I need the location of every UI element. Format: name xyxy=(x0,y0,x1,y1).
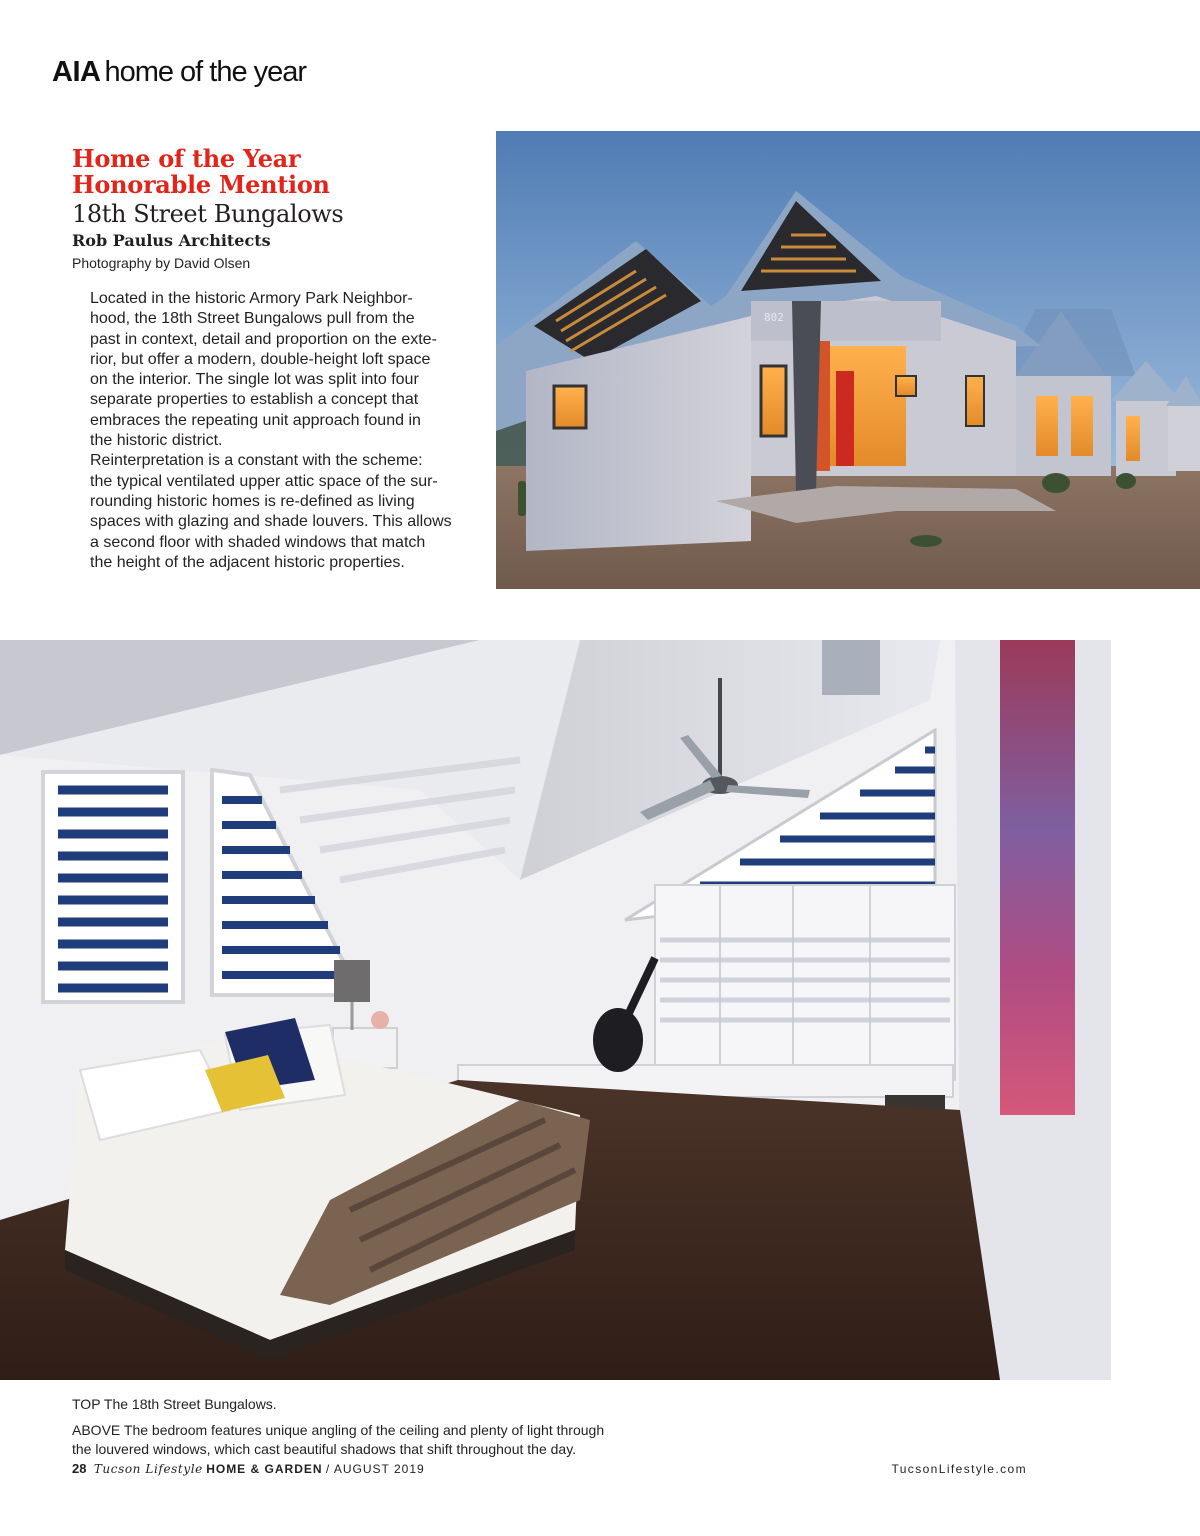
body-line: rounding historic homes is re-defined as living xyxy=(90,492,415,510)
body-line: the historic district. xyxy=(90,432,223,450)
caption-above-text-line: The bedroom features unique angling of the ceiling and plenty of light through xyxy=(123,1422,605,1438)
issue-date: / AUGUST 2019 xyxy=(325,1462,425,1476)
body-line: separate properties to establish a concept that xyxy=(90,391,419,409)
body-line: Located in the historic Armory Park Neighbor- xyxy=(90,290,413,307)
caption-above-text-line: the louvered windows, which cast beautiful shadows that shift throughout the day. xyxy=(72,1441,577,1457)
body-line: hood, the 18th Street Bungalows pull from the xyxy=(90,310,415,328)
paragraph-1 xyxy=(72,289,472,451)
caption-above-label: ABOVE xyxy=(72,1422,121,1438)
paragraph-2 xyxy=(72,451,472,573)
body-line: Reinterpretation is a constant with the scheme: xyxy=(90,452,423,470)
folio xyxy=(72,1461,425,1476)
website-link[interactable]: TucsonLifestyle.com xyxy=(891,1462,1027,1476)
body-line: embraces the repeating unit approach found in xyxy=(90,411,421,429)
caption-top xyxy=(72,1395,692,1414)
magazine-section: HOME & GARDEN xyxy=(206,1462,323,1476)
award-line: Honorable Mention xyxy=(72,170,330,199)
photo-credit: Photography by David Olsen xyxy=(72,255,251,271)
body-line: a second floor with shaded windows that match xyxy=(90,533,426,551)
article-body xyxy=(72,289,472,573)
wall-artwork xyxy=(1000,640,1075,1115)
caption-top-text: The 18th Street Bungalows. xyxy=(103,1396,277,1412)
section-header xyxy=(52,56,306,96)
project-title: 18th Street Bungalows xyxy=(72,200,344,228)
bedroom-photo xyxy=(0,640,1111,1380)
page-footer xyxy=(72,1461,1032,1483)
body-line: the typical ventilated upper attic space of the sur- xyxy=(90,472,438,490)
bungalow-exterior-photo xyxy=(496,131,1200,589)
section-brand: AIA xyxy=(52,56,101,88)
body-line: on the interior. The single lot was split into four xyxy=(90,371,419,389)
award-line: Home of the Year xyxy=(72,144,301,173)
section-topic: home of the year xyxy=(104,56,307,88)
body-line: the height of the adjacent historic properties. xyxy=(90,553,405,571)
magazine-name: Tucson Lifestyle xyxy=(93,1462,203,1476)
photo-captions xyxy=(72,1395,692,1459)
body-line: past in context, detail and proportion on the exte- xyxy=(90,330,437,348)
body-line: rior, but offer a modern, double-height loft space xyxy=(90,350,431,368)
body-line: spaces with glazing and shade louvers. This allows xyxy=(90,513,452,531)
caption-top-label: TOP xyxy=(72,1396,101,1412)
caption-above xyxy=(72,1421,692,1459)
architect-name: Rob Paulus Architects xyxy=(72,231,271,250)
page-number: 28 xyxy=(72,1461,87,1476)
house-number: 802 xyxy=(764,311,784,324)
award-title xyxy=(72,146,472,198)
article-column xyxy=(72,146,472,573)
